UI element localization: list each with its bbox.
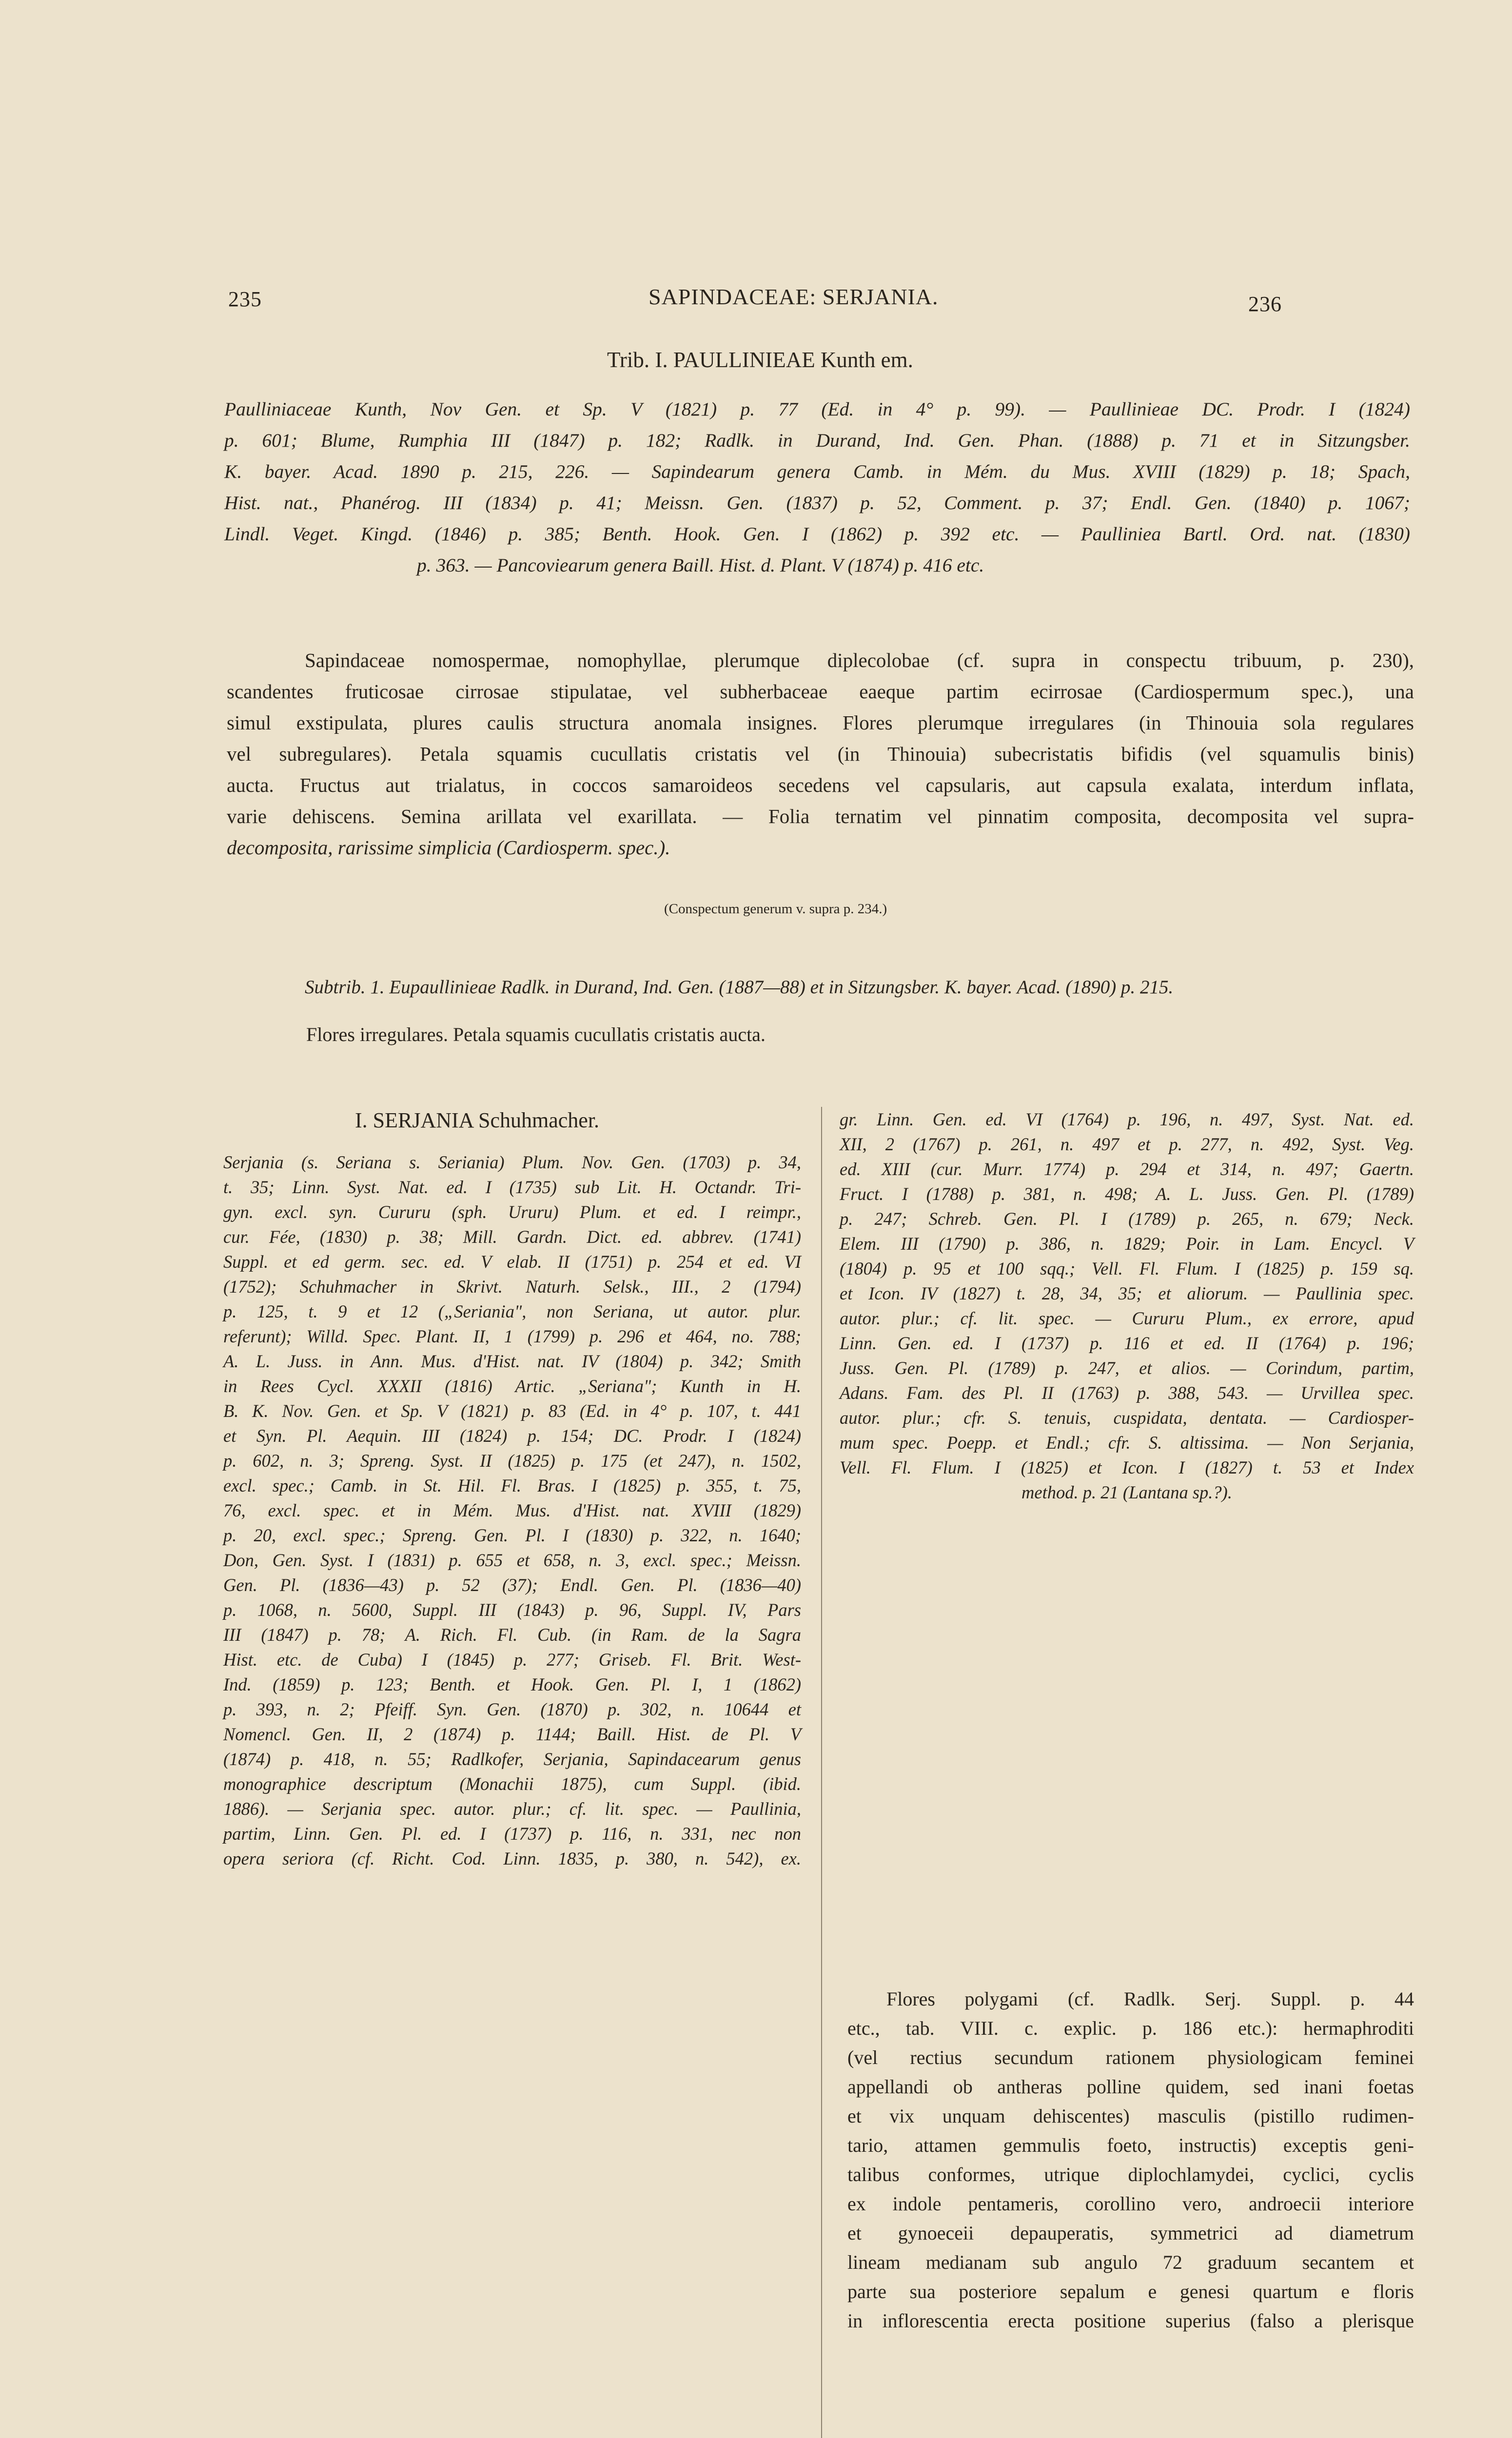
genus-heading: I. SERJANIA Schuhmacher.: [355, 1108, 600, 1132]
left-column-line: in Rees Cycl. XXXII (1816) Artic. „Seriana"; Kunth in H.: [223, 1376, 801, 1396]
flores-line: et vix unquam dehiscentes) masculis (pistillo rudimen-: [847, 2105, 1414, 2127]
right-column-line: Juss. Gen. Pl. (1789) p. 247, et alios. — Corindum, partim,: [840, 1358, 1414, 1378]
description-line: varie dehiscens. Semina arillata vel exarillata. — Folia ternatim vel pinnatim composita, decomposita vel supra-: [227, 805, 1414, 827]
left-column-line: Serjania (s. Seriana s. Seriania) Plum. Nov. Gen. (1703) p. 34,: [223, 1152, 801, 1172]
right-column-line: p. 247; Schreb. Gen. Pl. I (1789) p. 265, n. 679; Neck.: [840, 1209, 1414, 1229]
flores-line: tario, attamen gemmulis foeto, instructis) exceptis geni-: [847, 2134, 1414, 2156]
flores-paragraph: [847, 1985, 1414, 2336]
subtribe-heading: Subtrib. 1. Eupaullinieae Radlk. in Durand, Ind. Gen. (1887—88) et in Sitzungsber. K. bayer. Acad. (1890) p. 215.: [305, 977, 1174, 998]
left-column-line: Hist. etc. de Cuba) I (1845) p. 277; Griseb. Fl. Brit. West-: [223, 1650, 801, 1670]
left-column-line: 76, excl. spec. et in Mém. Mus. d'Hist. nat. XVIII (1829): [223, 1500, 801, 1520]
description-line: Sapindaceae nomospermae, nomophyllae, plerumque diplecolobae (cf. supra in conspectu tribuum, p. 230),: [305, 649, 1414, 671]
left-column-line: referunt); Willd. Spec. Plant. II, 1 (1799) p. 296 et 464, no. 788;: [223, 1326, 801, 1346]
genus-synonymy-left: [223, 1150, 801, 1871]
flores-line: Flores polygami (cf. Radlk. Serj. Suppl. p. 44: [886, 1988, 1414, 2010]
page-number-right: 236: [1248, 292, 1282, 316]
right-column-line: et Icon. IV (1827) t. 28, 34, 35; et aliorum. — Paullinia spec.: [840, 1283, 1414, 1303]
description-line: simul exstipulata, plures caulis structura anomala insignes. Flores plerumque irregulares (in Thinouia sola regulares: [227, 711, 1414, 734]
left-column-line: p. 1068, n. 5600, Suppl. III (1843) p. 96, Suppl. IV, Pars: [223, 1600, 801, 1620]
tribe-description: [227, 645, 1414, 863]
right-column-line: Vell. Fl. Flum. I (1825) et Icon. I (1827) t. 53 et Index: [840, 1457, 1414, 1477]
left-column-line: p. 125, t. 9 et 12 („Seriania", non Seriana, ut autor. plur.: [223, 1301, 801, 1321]
left-column-line: p. 20, excl. spec.; Spreng. Gen. Pl. I (1830) p. 322, n. 1640;: [223, 1525, 801, 1545]
right-column-line: autor. plur.; cf. lit. spec. — Cururu Plum., ex errore, apud: [840, 1308, 1414, 1328]
flores-line: in inflorescentia erecta positione superius (falso a plerisque: [847, 2310, 1414, 2332]
left-column-line: partim, Linn. Gen. Pl. ed. I (1737) p. 116, n. 331, nec non: [223, 1824, 801, 1844]
left-column-line: Suppl. et ed germ. sec. ed. V elab. II (1751) p. 254 et ed. VI: [223, 1252, 801, 1272]
right-column-line: Adans. Fam. des Pl. II (1763) p. 388, 543. — Urvillea spec.: [840, 1383, 1414, 1403]
left-column-line: p. 602, n. 3; Spreng. Syst. II (1825) p. 175 (et 247), n. 1502,: [223, 1451, 801, 1471]
right-column-line: Elem. III (1790) p. 386, n. 1829; Poir. in Lam. Encycl. V: [840, 1234, 1414, 1254]
left-column-line: Nomencl. Gen. II, 2 (1874) p. 1144; Baill. Hist. de Pl. V: [223, 1724, 801, 1744]
right-column-line: method. p. 21 (Lantana sp.?).: [1021, 1482, 1232, 1502]
flores-line: ex indole pentameris, corollino vero, androecii interiore: [847, 2193, 1414, 2215]
description-line: vel subregulares). Petala squamis cucullatis cristatis vel (in Thinouia) subecristatis bifidis (vel squamulis binis): [227, 743, 1414, 765]
genus-synonymy-right: [840, 1107, 1414, 1505]
left-column-line: Ind. (1859) p. 123; Benth. et Hook. Gen. Pl. I, 1 (1862): [223, 1674, 801, 1694]
right-column-line: ed. XIII (cur. Murr. 1774) p. 294 et 314, n. 497; Gaertn.: [840, 1159, 1414, 1179]
flores-line: et gynoeceii depauperatis, symmetrici ad diametrum: [847, 2222, 1414, 2244]
tribe-heading: Trib. I. PAULLINIEAE Kunth em.: [607, 348, 913, 372]
flores-line: (vel rectius secundum rationem physiologicam feminei: [847, 2046, 1414, 2068]
right-column-line: Linn. Gen. ed. I (1737) p. 116 et ed. II (1764) p. 196;: [840, 1333, 1414, 1353]
left-column-line: Don, Gen. Syst. I (1831) p. 655 et 658, n. 3, excl. spec.; Meissn.: [223, 1550, 801, 1570]
flores-line: parte sua posteriore sepalum e genesi quartum e floris: [847, 2281, 1414, 2302]
left-column-line: cur. Fée, (1830) p. 38; Mill. Gardn. Dict. ed. abbrev. (1741): [223, 1227, 801, 1247]
left-column-line: gyn. excl. syn. Cururu (sph. Ururu) Plum. et ed. I reimpr.,: [223, 1202, 801, 1222]
left-column-line: 1886). — Serjania spec. autor. plur.; cf. lit. spec. — Paullinia,: [223, 1799, 801, 1819]
description-line: scandentes fruticosae cirrosae stipulatae, vel subherbaceae eaeque partim ecirrosae (Cardiospermum spec.), una: [227, 680, 1414, 703]
synonymy-line: p. 601; Blume, Rumphia III (1847) p. 182; Radlk. in Durand, Ind. Gen. Phan. (1888) p. 71 et in Sitzungsber.: [224, 430, 1410, 451]
flores-line: talibus conformes, utrique diplochlamydei, cyclici, cyclis: [847, 2163, 1414, 2185]
synonymy-block: [224, 394, 1410, 581]
left-column-line: B. K. Nov. Gen. et Sp. V (1821) p. 83 (Ed. in 4° p. 107, t. 441: [223, 1401, 801, 1421]
right-column-line: Fruct. I (1788) p. 381, n. 498; A. L. Juss. Gen. Pl. (1789): [840, 1184, 1414, 1204]
left-column-line: et Syn. Pl. Aequin. III (1824) p. 154; DC. Prodr. I (1824): [223, 1426, 801, 1446]
right-column-line: autor. plur.; cfr. S. tenuis, cuspidata, dentata. — Cardiosper-: [840, 1408, 1414, 1428]
right-column-line: (1804) p. 95 et 100 sqq.; Vell. Fl. Flum. I (1825) p. 159 sq.: [840, 1258, 1414, 1278]
left-column-line: Gen. Pl. (1836—43) p. 52 (37); Endl. Gen. Pl. (1836—40): [223, 1575, 801, 1595]
description-line: aucta. Fructus aut trialatus, in coccos samaroideos secedens vel capsularis, aut capsula exalata, interdum inflata,: [227, 774, 1414, 796]
right-column-line: mum spec. Poepp. et Endl.; cfr. S. altissima. — Non Serjania,: [840, 1433, 1414, 1453]
synonymy-line: Paulliniaceae Kunth, Nov Gen. et Sp. V (1821) p. 77 (Ed. in 4° p. 99). — Paullinieae DC. Prodr. I (1824): [224, 398, 1410, 420]
synonymy-line: K. bayer. Acad. 1890 p. 215, 226. — Sapindearum genera Camb. in Mém. du Mus. XVIII (1829) p. 18; Spach,: [224, 461, 1410, 482]
running-title: SAPINDACEAE: SERJANIA.: [648, 284, 939, 309]
conspectus-note: (Conspectum generum v. supra p. 234.): [664, 901, 887, 917]
left-column-line: opera seriora (cf. Richt. Cod. Linn. 1835, p. 380, n. 542), ex.: [223, 1848, 801, 1868]
description-line: decomposita, rarissime simplicia (Cardiosperm. spec.).: [227, 836, 670, 859]
synonymy-line: p. 363. — Pancoviearum genera Baill. Hist. d. Plant. V (1874) p. 416 etc.: [417, 554, 984, 576]
flores-line: lineam medianam sub angulo 72 graduum secantem et: [847, 2251, 1414, 2273]
flores-line: appellandi ob antheras polline quidem, sed inani foetas: [847, 2076, 1414, 2098]
left-column-line: (1874) p. 418, n. 55; Radlkofer, Serjania, Sapindacearum genus: [223, 1749, 801, 1769]
page-number-left: 235: [228, 287, 262, 311]
synonymy-line: Lindl. Veget. Kingd. (1846) p. 385; Benth. Hook. Gen. I (1862) p. 392 etc. — Paulliniea Bartl. Ord. nat. (1830): [224, 523, 1410, 545]
synonymy-line: Hist. nat., Phanérog. III (1834) p. 41; Meissn. Gen. (1837) p. 52, Comment. p. 37; Endl. Gen. (1840) p. 1067;: [224, 492, 1410, 513]
left-column-line: t. 35; Linn. Syst. Nat. ed. I (1735) sub Lit. H. Octandr. Tri-: [223, 1177, 801, 1197]
left-column-line: monographice descriptum (Monachii 1875), cum Suppl. (ibid.: [223, 1774, 801, 1794]
column-divider: [821, 1107, 822, 2438]
left-column-line: III (1847) p. 78; A. Rich. Fl. Cub. (in Ram. de la Sagra: [223, 1625, 801, 1645]
left-column-line: p. 393, n. 2; Pfeiff. Syn. Gen. (1870) p. 302, n. 10644 et: [223, 1699, 801, 1719]
right-column-line: gr. Linn. Gen. ed. VI (1764) p. 196, n. 497, Syst. Nat. ed.: [840, 1109, 1414, 1129]
right-column-line: XII, 2 (1767) p. 261, n. 497 et p. 277, n. 492, Syst. Veg.: [840, 1134, 1414, 1154]
subtribe-description: Flores irregulares. Petala squamis cucullatis cristatis aucta.: [306, 1023, 766, 1045]
flores-line: etc., tab. VIII. c. explic. p. 186 etc.): hermaphroditi: [847, 2017, 1414, 2039]
left-column-line: excl. spec.; Camb. in St. Hil. Fl. Bras. I (1825) p. 355, t. 75,: [223, 1475, 801, 1495]
left-column-line: (1752); Schuhmacher in Skrivt. Naturh. Selsk., III., 2 (1794): [223, 1277, 801, 1297]
left-column-line: A. L. Juss. in Ann. Mus. d'Hist. nat. IV (1804) p. 342; Smith: [223, 1351, 801, 1371]
